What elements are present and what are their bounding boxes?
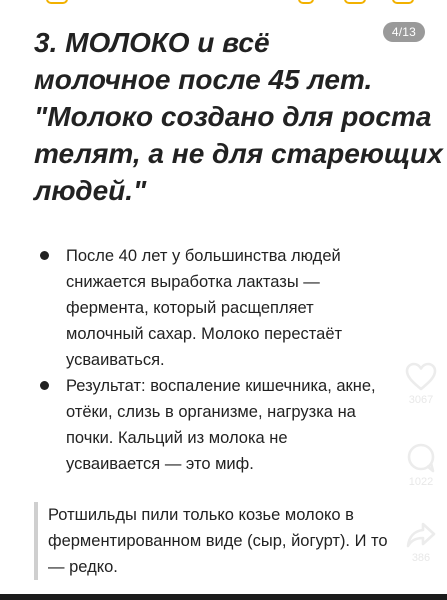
bullet-line: снижается выработка лактазы —: [66, 273, 320, 291]
title-line: 3. МОЛОКО и всё: [34, 27, 270, 58]
bullet-dot-icon: [40, 251, 49, 260]
bullet-line: отёки, слизь в организме, нагрузка на: [66, 403, 356, 421]
like-action[interactable]: [401, 362, 441, 406]
bullet-line: фермента, который расщепляет: [66, 299, 314, 317]
share-count: 386: [411, 552, 431, 564]
toolbar-icon[interactable]: [344, 0, 366, 4]
title-line: людей.": [34, 175, 147, 206]
bottom-bar: [0, 594, 447, 600]
comment-count: 1022: [408, 476, 434, 488]
title-line: телят, а не для стареющих: [34, 138, 443, 169]
bullet-line: почки. Кальций из молока не: [66, 429, 288, 447]
top-toolbar-peek: [0, 0, 447, 6]
slide-counter-badge: 4/13: [383, 22, 425, 42]
title-line: молочное после 45 лет.: [34, 64, 373, 95]
share-icon[interactable]: [405, 520, 437, 550]
comment-icon[interactable]: [405, 442, 437, 474]
bullet-line: усваиваться.: [66, 351, 165, 369]
title-line: "Молоко создано для роста: [34, 101, 432, 132]
slide-title: [34, 24, 443, 209]
quote-line: ферментированном виде (сыр, йогурт). И то: [48, 532, 388, 550]
heart-icon[interactable]: [405, 362, 437, 392]
bullet-line: После 40 лет у большинства людей: [66, 247, 341, 265]
comment-action[interactable]: [401, 442, 441, 488]
bullet-line: молочный сахар. Молоко перестаёт: [66, 325, 343, 343]
toolbar-icon[interactable]: [298, 0, 314, 4]
list-item: [38, 373, 408, 477]
quote-line: — редко.: [48, 558, 118, 576]
bullet-line: усваивается — это миф.: [66, 455, 254, 473]
quote-block: [34, 502, 428, 580]
bullet-dot-icon: [40, 381, 49, 390]
list-item: [38, 243, 408, 373]
bullet-line: Результат: воспаление кишечника, акне,: [66, 377, 376, 395]
toolbar-icon[interactable]: [392, 0, 414, 4]
bullet-list: [38, 243, 408, 477]
share-action[interactable]: [401, 520, 441, 564]
toolbar-icon[interactable]: [46, 0, 68, 4]
quote-line: Ротшильды пили только козье молоко в: [48, 506, 354, 524]
like-count: 3067: [408, 394, 434, 406]
